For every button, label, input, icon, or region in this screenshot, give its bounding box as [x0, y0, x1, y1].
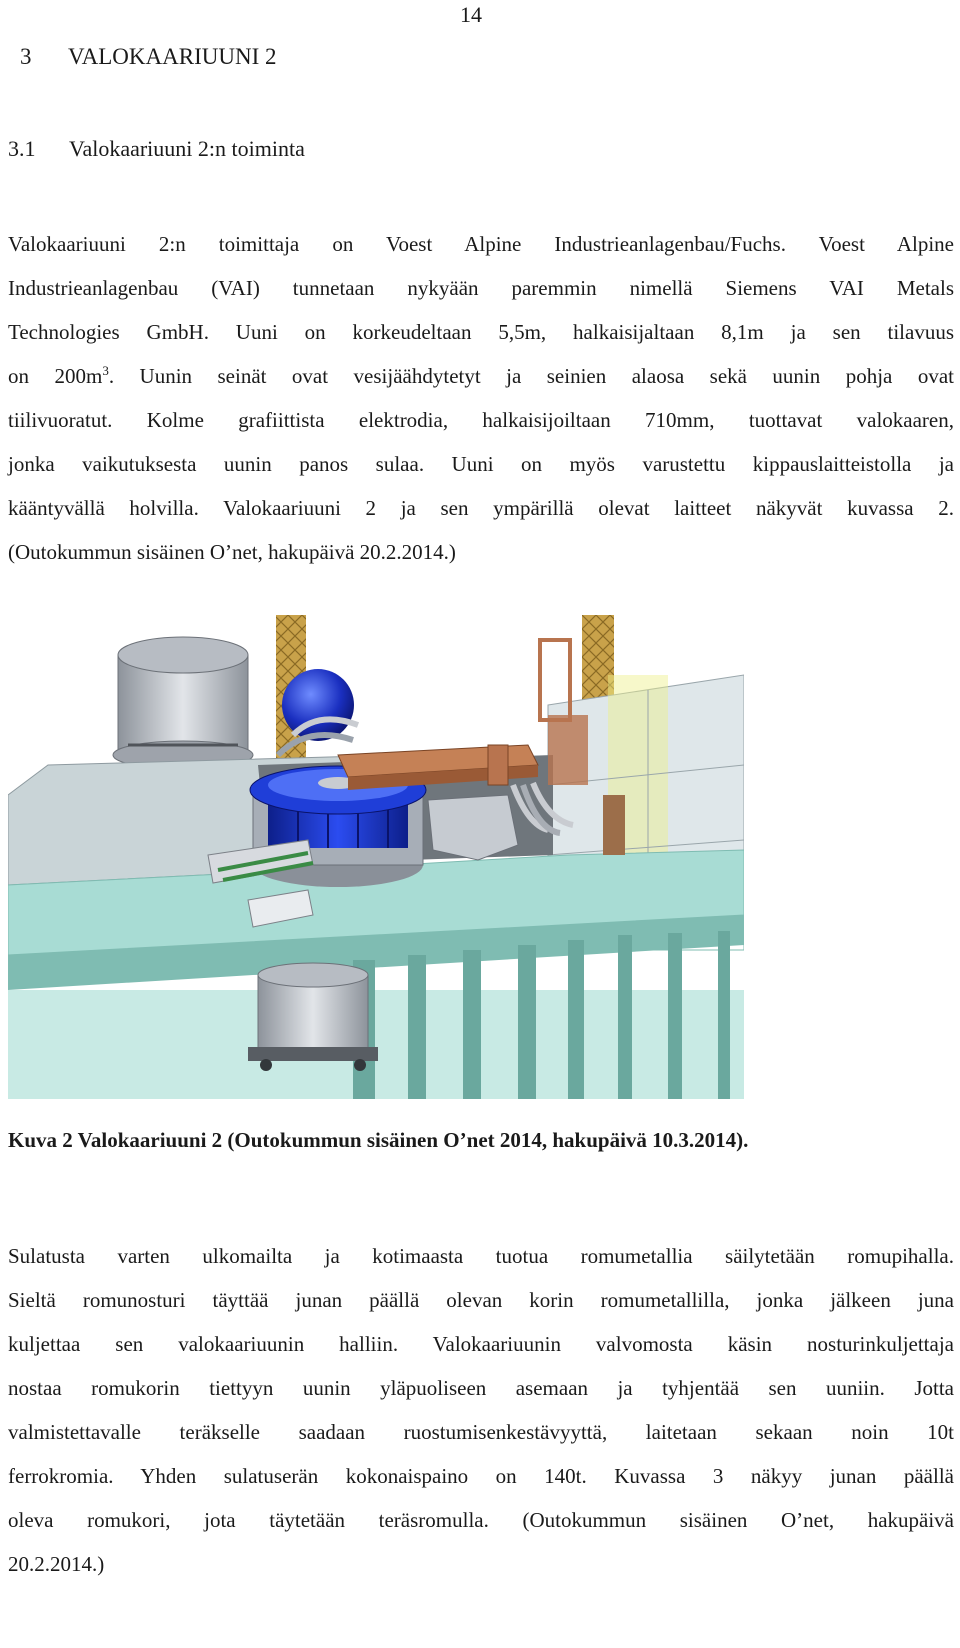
- text-line: ferrokromia. Yhden sulatuserän kokonaispaino on 140t. Kuvassa 3 näkyy junan päällä: [8, 1464, 954, 1488]
- section-title: Valokaariuuni 2:n toiminta: [69, 136, 305, 161]
- text-line: Sieltä romunosturi täyttää junan päällä olevan korin romumetallilla, jonka jälkeen juna: [8, 1288, 954, 1312]
- body-paragraph-2: [8, 1234, 954, 1586]
- section-heading: [8, 136, 305, 162]
- figure-caption: Kuva 2 Valokaariuuni 2 (Outokummun sisäinen O’net 2014, hakupäivä 10.3.2014).: [8, 1128, 749, 1152]
- text-line: valmistettavalle teräkselle saadaan ruostumisenkestävyyttä, laitetaan sekaan noin 10t: [8, 1420, 954, 1444]
- chapter-heading: [20, 44, 276, 70]
- page-number: 14: [460, 2, 482, 27]
- text-line: 20.2.2014.): [8, 1552, 105, 1576]
- text-line: kääntyvällä holvilla. Valokaariuuni 2 ja sen ympärillä olevat laitteet näkyvät kuvassa 2.: [8, 496, 954, 520]
- section-number: 3.1: [8, 136, 36, 161]
- text-line: Technologies GmbH. Uuni on korkeudeltaan 5,5m, halkaisijaltaan 8,1m ja sen tilavuus: [8, 320, 954, 344]
- tapping-spout: [428, 795, 518, 860]
- furnace-figure: [8, 615, 744, 1099]
- scrap-bucket-top: [113, 637, 253, 769]
- ladle-car: [248, 963, 378, 1071]
- text-line: jonka vaikutuksesta uunin panos sulaa. Uuni on myös varustettu kippauslaitteistolla ja: [8, 452, 954, 476]
- text-fragment: . Uunin seinät ovat vesijäähdytetyt ja seinien alaosa sekä uunin pohja ovat: [108, 364, 954, 388]
- text-line: Valokaariuuni 2:n toimittaja on Voest Alpine Industrieanlagenbau/Fuchs. Voest Alpine: [8, 232, 954, 256]
- text-fragment: on 200m: [8, 364, 103, 388]
- chapter-number: 3: [20, 44, 32, 69]
- text-line: [8, 354, 954, 398]
- text-line: Sulatusta varten ulkomailta ja kotimaasta tuotua romumetallia säilytetään romupihalla.: [8, 1244, 954, 1268]
- superscript: 3: [102, 363, 109, 378]
- text-line: kuljettaa sen valokaariuunin halliin. Valokaariuunin valvomosta käsin nosturinkuljettaja: [8, 1332, 954, 1356]
- text-line: (Outokummun sisäinen O’net, hakupäivä 20.2.2014.): [8, 540, 456, 564]
- text-line: Industrieanlagenbau (VAI) tunnetaan nykyään paremmin nimellä Siemens VAI Metals: [8, 276, 954, 300]
- text-line: oleva romukori, jota täytetään teräsromulla. (Outokummun sisäinen O’net, hakupäivä: [8, 1508, 954, 1532]
- chapter-title: VALOKAARIUUNI 2: [68, 44, 277, 69]
- text-line: nostaa romukorin tiettyyn uunin yläpuoliseen asemaan ja tyhjentää sen uuniin. Jotta: [8, 1376, 954, 1400]
- furnace-illustration: [8, 615, 744, 1099]
- text-line: tiilivuoratut. Kolme grafiittista elektrodia, halkaisijoiltaan 710mm, tuottavat valokaaren,: [8, 408, 954, 432]
- body-paragraph-1: [8, 222, 954, 574]
